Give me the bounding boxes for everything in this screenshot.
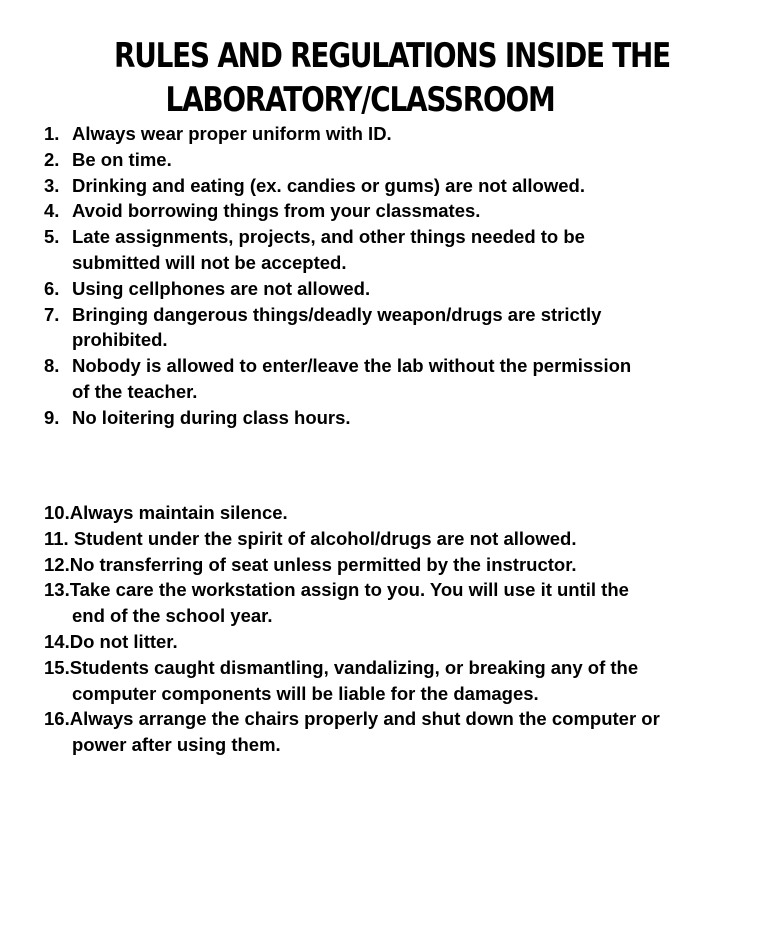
rule-item [44,198,724,224]
rule-continuation-line [44,603,724,629]
rule-number: 13. [44,579,70,601]
rule-text-line [44,147,724,173]
rule-text: Always arrange the chairs properly and shut down the computer or [69,708,660,730]
rule-text: Avoid borrowing things from your classmates. [72,200,481,222]
rule-number: 12. [44,553,70,575]
rule-item [44,147,724,173]
rule-text: Nobody is allowed to enter/leave the lab without the permission [72,355,632,377]
rule-continuation-line [44,681,724,707]
rule-number: 4. [44,200,60,222]
rule-item [44,706,724,758]
rule-text-line [44,655,724,681]
rule-item [44,302,724,354]
rule-number: 15. [44,656,70,678]
rule-number: 14. [44,630,70,652]
rule-text: No loitering during class hours. [72,406,351,428]
rule-number: 9. [44,406,60,428]
rule-number: 16. [44,708,70,730]
rule-text: end of the school year. [72,605,273,627]
rule-text-line [44,224,724,250]
rule-number: 6. [44,277,60,299]
rule-number: 2. [44,148,60,170]
rule-text: Take care the workstation assign to you. You will use it until the [69,579,629,601]
rule-continuation-line [44,732,724,758]
rule-text-line [44,173,724,199]
rule-text: Always maintain silence. [69,502,288,523]
rule-text-line [44,353,724,379]
rule-text-line [44,121,724,147]
rule-continuation-line [44,379,724,405]
rule-item [44,577,724,629]
rule-text: submitted will not be accepted. [72,251,347,273]
rule-number: 10. [44,502,70,523]
rule-text-line [44,552,724,578]
rule-text: Students caught dismantling, vandalizing, or breaking any of the [69,656,639,678]
rule-text: of the teacher. [72,380,198,402]
rule-item [44,629,724,655]
rule-text: Always wear proper uniform with ID. [72,123,392,144]
rule-item [44,224,724,276]
rule-number: 8. [44,355,60,377]
rule-text: Be on time. [72,148,172,170]
page-title-line-1: RULES AND REGULATIONS INSIDE THE [114,36,670,76]
rule-text-line [44,276,724,302]
rule-text-line [44,198,724,224]
rule-text-line [44,500,724,526]
rule-item [44,353,724,405]
rule-text: Do not litter. [69,630,178,652]
rule-item [44,276,724,302]
rule-item [44,552,724,578]
rule-number: 1. [44,123,60,144]
rule-continuation-line [44,250,724,276]
rule-item [44,121,724,147]
rule-text-line [44,302,724,328]
rule-text-line [44,629,724,655]
rule-number: 11. [44,527,69,549]
rule-item [44,526,724,552]
rule-item [44,173,724,199]
rule-text-line [44,577,724,603]
rule-text-line [44,706,724,732]
rule-text: computer components will be liable for the damages. [72,682,539,704]
rule-text: prohibited. [72,329,168,351]
rule-text: Using cellphones are not allowed. [72,277,371,299]
rule-item [44,655,724,707]
page-title-line-2: LABORATORY/CLASSROOM [165,80,555,120]
rule-number: 7. [44,303,60,325]
rules-list-part-1 [44,121,724,431]
rule-item [44,405,724,431]
rule-text: Late assignments, projects, and other things needed to be [72,226,585,248]
rule-number: 5. [44,226,60,248]
rule-text: Bringing dangerous things/deadly weapon/drugs are strictly [72,303,602,325]
rule-text: power after using them. [72,734,281,756]
rule-text: No transferring of seat unless permitted by the instructor. [69,553,577,575]
rule-text: Student under the spirit of alcohol/drugs are not allowed. [68,527,577,549]
rule-continuation-line [44,327,724,353]
rules-list-part-2 [44,500,724,758]
rule-text-line [44,526,724,552]
rule-number: 3. [44,174,60,196]
rule-item [44,500,724,526]
rule-text: Drinking and eating (ex. candies or gums) are not allowed. [72,174,585,196]
rule-text-line [44,405,724,431]
